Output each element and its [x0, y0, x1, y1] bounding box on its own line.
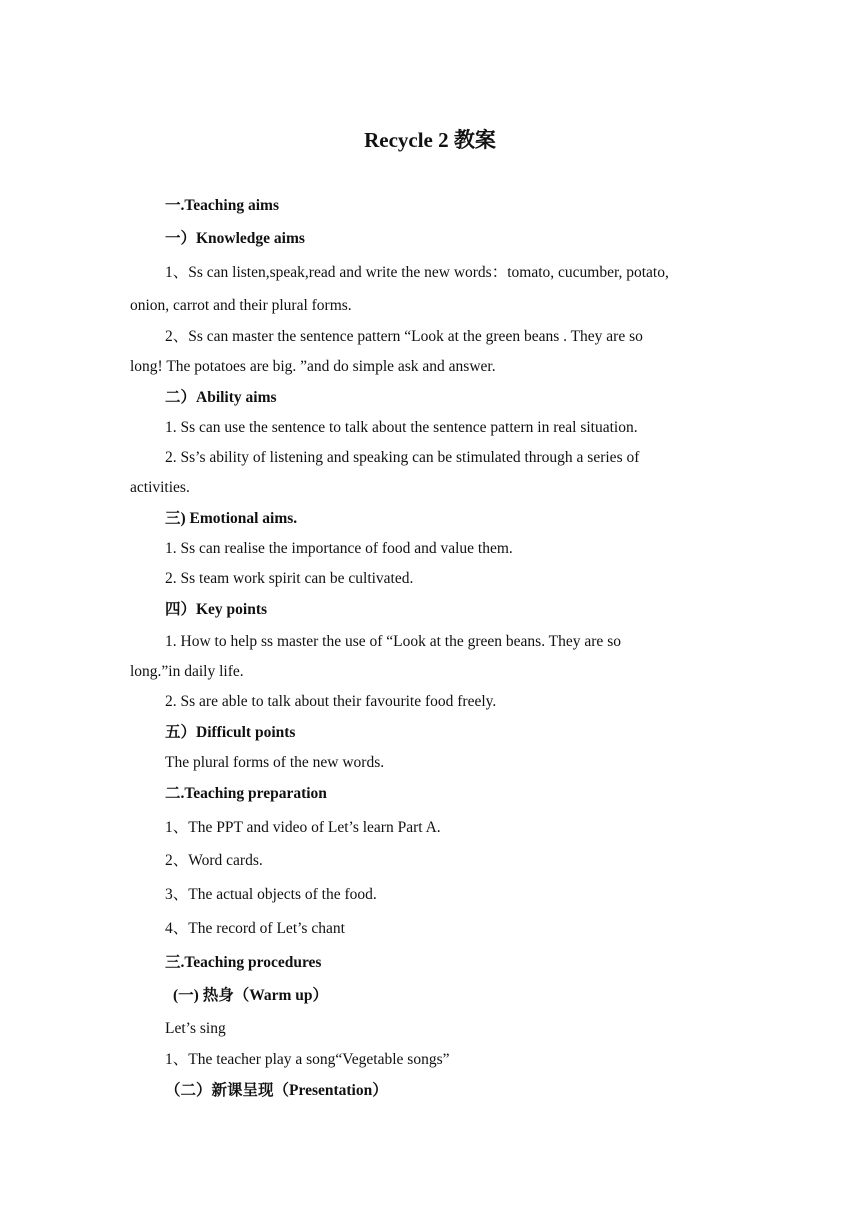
key-point-2: 2. Ss are able to talk about their favourite food freely. — [165, 693, 497, 710]
heading-teaching-preparation: 二.Teaching preparation — [165, 785, 327, 802]
preparation-item-4: 4、The record of Let’s chant — [165, 920, 345, 937]
heading-knowledge-aims: 一）Knowledge aims — [165, 230, 305, 247]
preparation-item-2: 2、Word cards. — [165, 852, 263, 869]
heading-teaching-procedures: 三.Teaching procedures — [165, 954, 322, 971]
knowledge-aim-2-line-2: long! The potatoes are big. ”and do simple ask and answer. — [130, 358, 496, 375]
warm-up-item-1: 1、The teacher play a song“Vegetable songs” — [165, 1051, 450, 1068]
heading-presentation: （二）新课呈现（Presentation） — [165, 1082, 388, 1099]
heading-ability-aims: 二）Ability aims — [165, 389, 277, 406]
knowledge-aim-1-line-1: 1、Ss can listen,speak,read and write the new words：tomato, cucumber, potato, — [165, 264, 669, 281]
preparation-item-1: 1、The PPT and video of Let’s learn Part A. — [165, 819, 441, 836]
heading-emotional-aims: 三) Emotional aims. — [165, 510, 298, 527]
ability-aim-1: 1. Ss can use the sentence to talk about the sentence pattern in real situation. — [165, 419, 638, 436]
ability-aim-2-line-1: 2. Ss’s ability of listening and speaking can be stimulated through a series of — [165, 449, 640, 466]
heading-warm-up: (一) 热身（Warm up） — [173, 987, 329, 1004]
preparation-item-3: 3、The actual objects of the food. — [165, 886, 377, 903]
heading-difficult-points: 五）Difficult points — [165, 724, 296, 741]
ability-aim-2-line-2: activities. — [130, 479, 190, 496]
emotional-aim-1: 1. Ss can realise the importance of food and value them. — [165, 540, 513, 557]
difficult-point-1: The plural forms of the new words. — [165, 754, 385, 771]
emotional-aim-2: 2. Ss team work spirit can be cultivated. — [165, 570, 414, 587]
key-point-1-line-2: long.”in daily life. — [130, 663, 244, 680]
document-title: Recycle 2 教案 — [364, 128, 496, 152]
warm-up-sing: Let’s sing — [165, 1020, 226, 1037]
key-point-1-line-1: 1. How to help ss master the use of “Look at the green beans. They are so — [165, 633, 621, 650]
knowledge-aim-2-line-1: 2、Ss can master the sentence pattern “Look at the green beans . They are so — [165, 328, 643, 345]
heading-teaching-aims: 一.Teaching aims — [165, 197, 279, 214]
knowledge-aim-1-line-2: onion, carrot and their plural forms. — [130, 297, 352, 314]
heading-key-points: 四）Key points — [165, 601, 268, 618]
